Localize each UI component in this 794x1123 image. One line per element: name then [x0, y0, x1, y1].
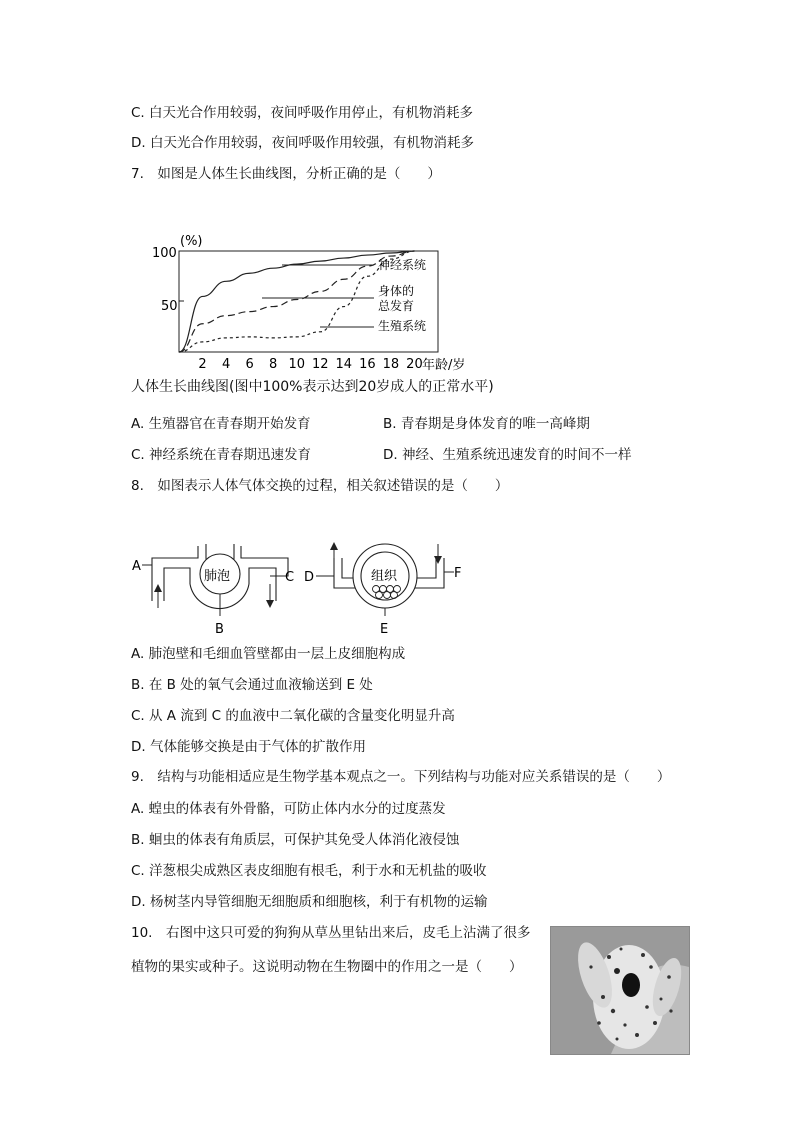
growth-chart — [140, 226, 500, 376]
x-tick-8: 8 — [269, 357, 278, 372]
q8-option-a: A. 肺泡壁和毛细血管壁都由一层上皮细胞构成 — [131, 646, 406, 662]
x-tick-20: 20 — [406, 357, 423, 372]
q10-stem-line1: 10. 右图中这只可爱的狗狗从草丛里钻出来后，皮毛上沾满了很多 — [131, 925, 531, 941]
q8-option-b: B. 在 B 处的氧气会通过血液输送到 E 处 — [131, 677, 373, 693]
x-tick-2: 2 — [198, 357, 207, 372]
arrow-down-right-head — [266, 600, 274, 608]
x-tick-14: 14 — [335, 357, 353, 372]
letter-c: C — [285, 570, 295, 585]
x-tick-6: 6 — [245, 357, 254, 372]
q7-option-c: C. 神经系统在青春期迅速发育 — [131, 447, 312, 463]
letter-f: F — [454, 566, 462, 581]
letter-b: B — [215, 622, 224, 637]
capillary-inner-right — [249, 568, 276, 601]
arrow-up-d-head — [330, 542, 338, 550]
letter-a: A — [132, 559, 141, 574]
q9-option-d: D. 杨树茎内导管细胞无细胞质和细胞核，利于有机物的运输 — [131, 894, 488, 910]
q9-option-c: C. 洋葱根尖成熟区表皮细胞有根毛，利于水和无机盐的吸收 — [131, 863, 487, 879]
x-tick-16: 16 — [359, 357, 376, 372]
y-tick-100: 100 — [152, 246, 177, 261]
q7-option-a: A. 生殖器官在青春期开始发育 — [131, 416, 311, 432]
q10-stem-line2: 植物的果实或种子。这说明动物在生物圈中的作用之一是（ ） — [131, 959, 523, 975]
q9-option-b: B. 蛔虫的体表有角质层，可保护其免受人体消化液侵蚀 — [131, 832, 460, 848]
q8-stem: 8. 如图表示人体气体交换的过程，相关叙述错误的是（ ） — [131, 478, 509, 494]
q8-option-c: C. 从 A 流到 C 的血液中二氧化碳的含量变化明显升高 — [131, 708, 455, 724]
capillary-outer-left — [152, 546, 198, 601]
q7-caption: 人体生长曲线图(图中100%表示达到20岁成人的正常水平) — [131, 379, 494, 395]
q8-option-d: D. 气体能够交换是由于气体的扩散作用 — [131, 739, 366, 755]
capillary-outer-right — [241, 546, 288, 576]
alveolus-label: 肺泡 — [204, 569, 231, 584]
arrow-up-left-head — [154, 584, 162, 592]
tissue-label: 组织 — [371, 569, 398, 584]
dog-photo — [550, 926, 690, 1055]
x-tick-18: 18 — [382, 357, 400, 372]
label-reproductive-system: 生殖系统 — [378, 319, 427, 333]
q9-stem: 9. 结构与功能相适应是生物学基本观点之一。下列结构与功能对应关系错误的是（ ） — [131, 769, 671, 785]
q6-option-c: C. 白天光合作用较弱，夜间呼吸作用停止，有机物消耗多 — [131, 105, 474, 121]
letter-d: D — [304, 570, 315, 585]
y-tick-50: 50 — [161, 299, 178, 314]
q7-option-d: D. 神经、生殖系统迅速发育的时间不一样 — [383, 447, 632, 463]
q6-option-d: D. 白天光合作用较弱，夜间呼吸作用较强，有机物消耗多 — [131, 135, 474, 151]
x-tick-4: 4 — [221, 357, 231, 372]
capillary-inner-left — [164, 568, 190, 601]
x-tick-12: 12 — [311, 357, 329, 372]
x-tick-10: 10 — [288, 357, 306, 372]
letter-e: E — [380, 622, 389, 637]
gas-exchange-diagram — [128, 536, 478, 640]
label-nerve-system: 神经系统 — [378, 258, 427, 272]
q7-stem: 7. 如图是人体生长曲线图，分析正确的是（ ） — [131, 166, 441, 182]
q9-option-a: A. 蝗虫的体表有外骨骼，可防止体内水分的过度蒸发 — [131, 801, 446, 817]
label-body-1: 身体的 — [378, 284, 415, 298]
arrow-down-f-head — [434, 556, 442, 564]
label-body-2: 总发育 — [378, 299, 415, 313]
y-unit-label: (%) — [180, 234, 203, 249]
x-axis-label: 年龄/岁 — [422, 358, 466, 373]
q7-option-b: B. 青春期是身体发育的唯一高峰期 — [383, 416, 590, 432]
